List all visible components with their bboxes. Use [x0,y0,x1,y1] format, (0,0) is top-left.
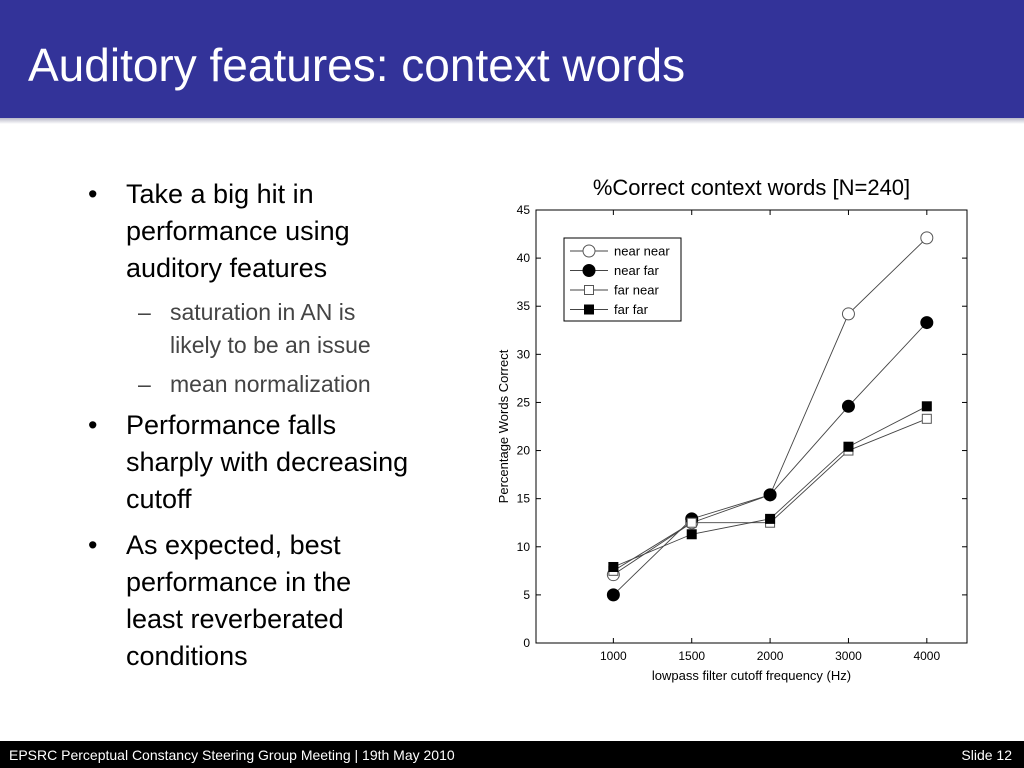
x-tick-label: 1500 [678,649,706,663]
data-point [766,514,775,523]
y-tick-label: 25 [516,395,530,410]
bullet-item [82,407,472,518]
data-point [842,308,854,320]
data-point [607,589,619,601]
data-point [921,232,933,244]
bullet-symbol: • [88,530,98,560]
dash-symbol: – [138,299,151,325]
footer-bar [0,741,1024,768]
legend-marker [585,286,594,295]
bullet-line: saturation in AN is [170,299,356,325]
sub-bullet-item [82,296,472,362]
legend-label: near near [614,243,670,259]
legend-label: near far [614,263,659,278]
bullet-symbol: • [88,410,98,440]
x-tick-label: 3000 [835,649,862,663]
bullet-line: Performance falls [126,410,337,440]
data-point [844,442,853,451]
bullet-symbol: • [88,179,98,209]
y-tick-label: 45 [516,203,530,217]
legend-label: far near [614,282,659,298]
bullet-line: cutoff [126,484,192,514]
bullet-line: likely to be an issue [170,332,371,358]
bullet-list [82,176,472,684]
data-point [687,530,696,539]
bullet-line: mean normalization [170,371,371,397]
bullet-line: performance using [126,216,350,246]
bullet-item [82,527,472,675]
x-tick-label: 2000 [756,649,784,663]
footer-meeting-text: EPSRC Perceptual Constancy Steering Group Meeting | 19th May 2010 [9,747,455,763]
dash-symbol: – [138,371,151,397]
sub-bullet-item [82,368,472,401]
y-tick-label: 20 [516,443,530,458]
title-bar-shadow [0,118,1024,124]
x-axis-label: lowpass filter cutoff frequency (Hz) [651,668,852,683]
bullet-line: least reverberated [126,604,344,634]
y-tick-label: 0 [523,636,530,650]
legend-marker [583,245,595,257]
data-point [687,518,696,527]
bullet-line: conditions [126,641,248,671]
chart-title: %Correct context words [N=240] [592,175,911,200]
legend-label: far far [614,302,648,317]
y-tick-label: 35 [516,299,530,314]
data-point [609,562,618,571]
data-point [921,317,933,329]
legend-marker [585,305,594,314]
y-tick-label: 15 [516,491,530,506]
slide-title: Auditory features: context words [28,39,686,91]
bullet-line: Take a big hit in [126,179,314,209]
legend-marker [583,265,595,277]
y-tick-label: 5 [523,587,530,602]
slide-number: Slide 12 [961,747,1012,763]
data-point [922,414,931,423]
y-axis-label: Percentage Words Correct [496,349,511,504]
data-point [922,402,931,411]
data-point [764,489,776,501]
y-tick-label: 10 [516,539,530,554]
y-tick-label: 40 [516,251,530,266]
bullet-line: auditory features [126,253,328,283]
bullet-line: As expected, best [126,530,341,560]
x-tick-label: 1000 [600,649,627,663]
bullet-line: sharply with decreasing [126,447,409,477]
y-tick-label: 30 [516,347,530,362]
bullet-line: performance in the [126,567,352,597]
bullet-item [82,176,472,287]
line-chart [490,165,990,695]
data-point [842,400,854,412]
x-tick-label: 4000 [913,649,941,663]
